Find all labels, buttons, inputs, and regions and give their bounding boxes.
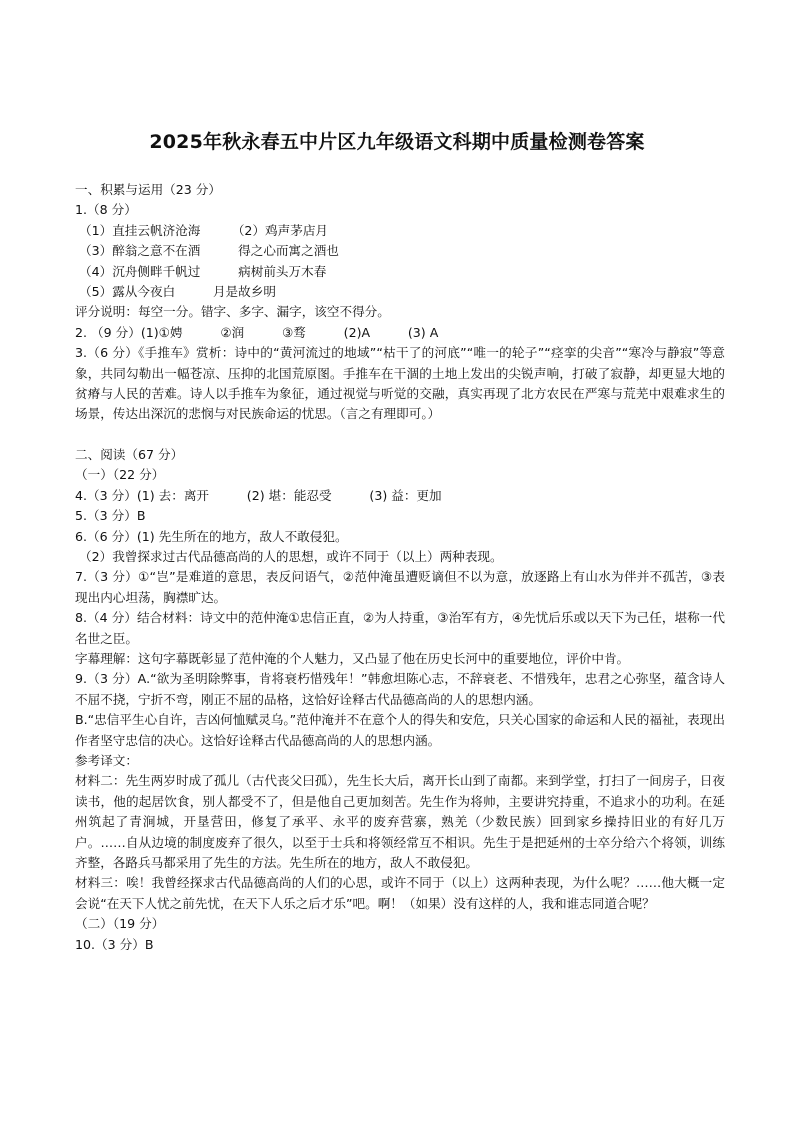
answer-line: 6.（6 分）(1) 先生所在的地方，敌人不敢侵犯。 <box>75 528 348 544</box>
answer-line: 4.（3 分）(1) 去：离开 (2) 堪：能忍受 (3) 益：更加 <box>75 487 442 503</box>
answer-line: 2. （9 分）(1)①娉 ②润 ③骛 (2)A (3) A <box>75 324 439 340</box>
answer-line: 10.（3 分）B <box>75 936 154 952</box>
answer-line: （5）露从今夜白 月是故乡明 <box>79 284 276 300</box>
section-heading: 二、阅读（67 分） <box>75 446 184 462</box>
answer-line: 5.（3 分）B <box>75 508 146 524</box>
answer-paragraph: 8.（4 分）结合材料：诗文中的范仲淹①忠信正直，②为人持重，③治军有方，④先忧后乐或以天下为己任，堪称一代名世之臣。 <box>75 610 725 646</box>
subsection-heading: （二）（19 分） <box>75 916 165 932</box>
answer-line: 字幕理解：这句字幕既彰显了范仲淹的个人魅力，又凸显了他在历史长河中的重要地位，评价中肯。 <box>75 650 630 666</box>
translation-paragraph: 材料二：先生两岁时成了孤儿（古代丧父曰孤），先生长大后，离开长山到了南都。来到学堂，打扫了一间房子，日夜读书，他的起居饮食，别人都受不了，但是他自己更加刻苦。先生作为将帅，主要讲究持重，不追求小的功利。在延州筑起了青涧城，开垦营田，修复了承平、永平的废弃营寨，熟羌（少数民族）回到家乡操持旧业的有好几万户。……自从边境的制度废弃了很久，以至于士兵和将领经常互不相识。先生于是把延州的士卒分给六个将领，训练齐整，各路兵马都采用了先生的方法。先生所在的地方，敌人不敢侵犯。 <box>75 773 725 870</box>
page-title: 2025年秋永春五中片区九年级语文科期中质量检测卷答案 <box>149 131 645 153</box>
blank-line <box>75 425 725 445</box>
answer-line: （4）沉舟侧畔千帆过 病树前头万木春 <box>79 263 327 279</box>
answer-line: （3）醉翁之意不在酒 得之心而寓之酒也 <box>79 243 339 259</box>
answer-paragraph: 9.（3 分）A.“欲为圣明除弊事，肯将衰朽惜残年！”韩愈坦陈心志，不辞衰老、不惜残年，忠君之心弥坚，蕴含诗人不屈不挠，宁折不弯，刚正不屈的品格，这恰好诠释古代品德高尚的人的思想内涵。 <box>75 671 725 707</box>
answer-paragraph: B.“忠信平生心自许，吉凶何恤赋灵乌。”范仲淹并不在意个人的得失和安危，只关心国家的命运和人民的福祉，表现出作者坚守忠信的决心。这恰好诠释古代品德高尚的人的思想内涵。 <box>75 712 725 748</box>
subsection-heading: （一）（22 分） <box>75 467 165 483</box>
answer-line: （2）我曾探求过古代品德高尚的人的思想，或许不同于（以上）两种表现。 <box>79 548 503 564</box>
scoring-note: 评分说明：每空一分。错字、多字、漏字，该空不得分。 <box>75 304 390 320</box>
translation-paragraph: 材料三：唉！我曾经探求古代品德高尚的人们的心思，或许不同于（以上）这两种表现，为什么呢？……他大概一定会说“在天下人忧之前先忧，在天下人乐之后才乐”吧。啊！（如果）没有这样的人，我和谁志同道合呢？ <box>75 875 725 911</box>
answer-line: 1.（8 分） <box>75 202 137 218</box>
translation-heading: 参考译文： <box>75 752 138 768</box>
answer-paragraph: 3.（6 分）《手推车》赏析：诗中的“黄河流过的地域”“枯干了的河底”“唯一的轮子”“痉挛的尖音”“寒冷与静寂”等意象，共同勾勒出一幅苍凉、压抑的北国荒原图。手推车在干涸的土地上发出的尖锐声响，打破了寂静，却更显大地的贫瘠与人民的苦难。诗人以手推车为象征，通过视觉与听觉的交融，真实再现了北方农民在严寒与荒芜中艰难求生的场景，传达出深沉的悲悯与对民族命运的忧思。（言之有理即可。） <box>75 345 725 422</box>
answer-line: （1）直挂云帆济沧海 （2）鸡声茅店月 <box>79 222 329 238</box>
section-heading: 一、积累与运用（23 分） <box>75 182 221 197</box>
answer-paragraph: 7.（3 分）①“岂”是难道的意思，表反问语气，②范仲淹虽遭贬谪但不以为意，放逐路上有山水为伴并不孤苦，③表现出内心坦荡，胸襟旷达。 <box>75 569 725 605</box>
answer-content <box>75 180 725 955</box>
